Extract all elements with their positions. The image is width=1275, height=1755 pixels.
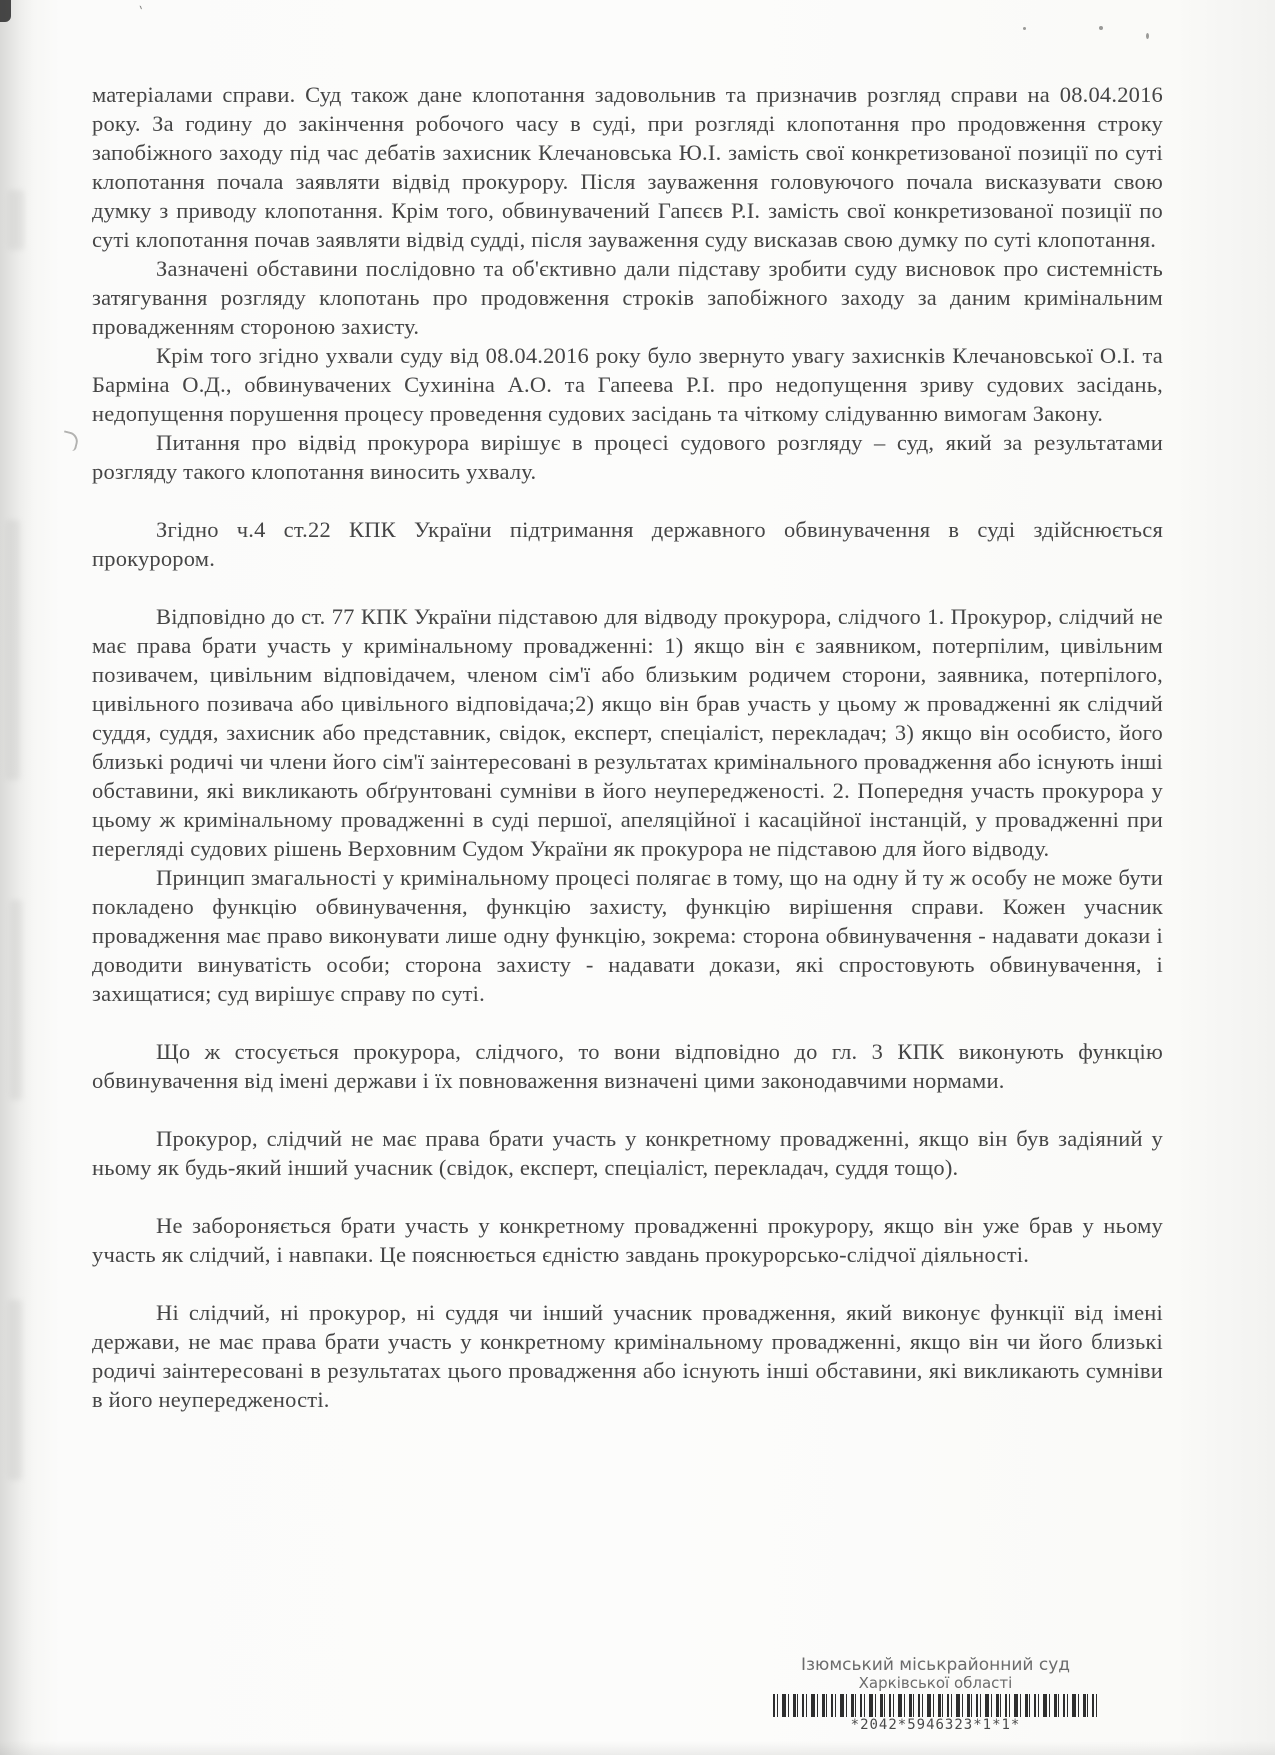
paragraph: Принцип змагальності у кримінальному процесі полягає в тому, що на одну й ту ж особу не може бути покладено функцію обвинувачення, функцію захисту, функцію вирішення справи. Кожен учасник провадження має право виконувати лише одну функцію, зокрема: сторона обвинувачення - надавати докази і доводити винуватість особи; сторона захисту - надавати докази, які спростовують обвинувачення, і захищатися; суд вирішує справу по суті. bbox=[92, 865, 1163, 1006]
scan-speck bbox=[1099, 26, 1103, 30]
paragraph: Згідно ч.4 ст.22 КПК України підтримання державного обвинувачення в суді здійснюється прокурором. bbox=[92, 517, 1163, 571]
scan-speck bbox=[1146, 33, 1149, 39]
paragraph: Не забороняється брати участь у конкретному провадженні прокурору, якщо він уже брав у ньому участь як слідчий, і навпаки. Це пояснюється єдністю завдань прокурорсько-слідчої діяльності. bbox=[92, 1213, 1163, 1267]
paragraph: Ні слідчий, ні прокурор, ні суддя чи інший учасник провадження, який виконує функції від імені держави, не має права брати участь у конкретному кримінальному провадженні, якщо він чи його близькі родичі заінтересовані в результатах цього провадження або існують інші обставини, які викликають сумніви в його неупередженості. bbox=[92, 1300, 1163, 1412]
scan-speck bbox=[1023, 27, 1026, 30]
court-name: Ізюмський міськрайонний суд bbox=[800, 1655, 1071, 1675]
paragraph: Що ж стосується прокурора, слідчого, то вони відповідно до гл. 3 КПК виконують функцію обвинувачення від імені держави і їх повноваження визначені цими законодавчими нормами. bbox=[92, 1039, 1163, 1093]
pen-tick-mark: ` bbox=[133, 3, 147, 23]
paragraph: Крім того згідно ухвали суду від 08.04.2016 року було звернуто увагу захиснків Клечановської О.І. та Барміна О.Д., обвинувачених Сухиніна А.О. та Гапеева Р.І. про недопущення зриву судових засідань, недопущення порушення процесу проведення судових засідань та чіткому слідуванню вимогам Закону. bbox=[92, 343, 1163, 426]
scan-edge-shadow-bottom bbox=[0, 1741, 1275, 1755]
paragraph: Зазначені обставини послідовно та об'єктивно дали підставу зробити суду висновок про системність затягування розгляду клопотань про продовження строків запобіжного заходу за даним кримінальним провадженням стороною захисту. bbox=[92, 256, 1163, 339]
court-region: Харківської області bbox=[858, 1674, 1013, 1692]
paragraph: Питання про відвід прокурора вирішує в процесі судового розгляду – суд, який за результатами розгляду такого клопотання виносить ухвалу. bbox=[92, 430, 1163, 484]
scan-smudge bbox=[8, 190, 24, 250]
scan-smudge bbox=[8, 1300, 22, 1480]
page-curl-mark bbox=[60, 430, 80, 451]
court-stamp bbox=[773, 1656, 1098, 1733]
barcode-number: *2042*5946323*1*1* bbox=[850, 1717, 1021, 1733]
scan-smudge bbox=[10, 900, 22, 1100]
paragraph: Відповідно до ст. 77 КПК України підставою для відводу прокурора, слідчого 1. Прокурор, слідчий не має права брати участь у кримінальному провадженні: 1) якщо він є заявником, потерпілим, цивільним позивачем, цивільним відповідачем, членом сім'ї або близьким родичем сторони, заявника, потерпілого, цивільного позивача або цивільного відповідача;2) якщо він брав участь у цьому ж провадженні як слідчий суддя, суддя, захисник або представник, свідок, експерт, спеціаліст, перекладач; 3) якщо він особисто, його близькі родичі чи члени його сім'ї заінтересовані в результатах кримінального провадження або існують інші обставини, які викликають обґрунтовані сумніви в його неупередженості. 2. Попередня участь прокурора у цьому ж кримінальному провадженні в суді першої, апеляційної і касаційної інстанцій, у провадженні при перегляді судових рішень Верховним Судом України як прокурора не підставою для його відводу. bbox=[92, 604, 1163, 861]
scan-smudge bbox=[6, 520, 20, 780]
document-body bbox=[92, 80, 1163, 1414]
scan-corner-mark bbox=[0, 0, 11, 22]
paragraph: матеріалами справи. Суд також дане клопотання задовольнив та призначив розгляд справи на 08.04.2016 року. За годину до закінчення робочого часу в суді, при розгляді клопотання про продовження строку запобіжного заходу під час дебатів захисник Клечановська Ю.І. замість свої конкретизованої позиції по суті клопотання почала заявляти відвід прокурору. Після зауваження головуючого почала висказувати свою думку з приводу клопотання. Крім того, обвинувачений Гапєєв Р.І. замість свої конкретизованої позиції по суті клопотання почав заявляти відвід судді, після зауваження суду висказав свою думку по суті клопотання. bbox=[92, 82, 1163, 252]
scan-edge-shadow-left bbox=[0, 0, 34, 1755]
paragraph: Прокурор, слідчий не має права брати участь у конкретному провадженні, якщо він був задіяний у ньому як будь-який інший учасник (свідок, експерт, спеціаліст, перекладач, суддя тощо). bbox=[92, 1126, 1163, 1180]
barcode bbox=[773, 1694, 1098, 1717]
